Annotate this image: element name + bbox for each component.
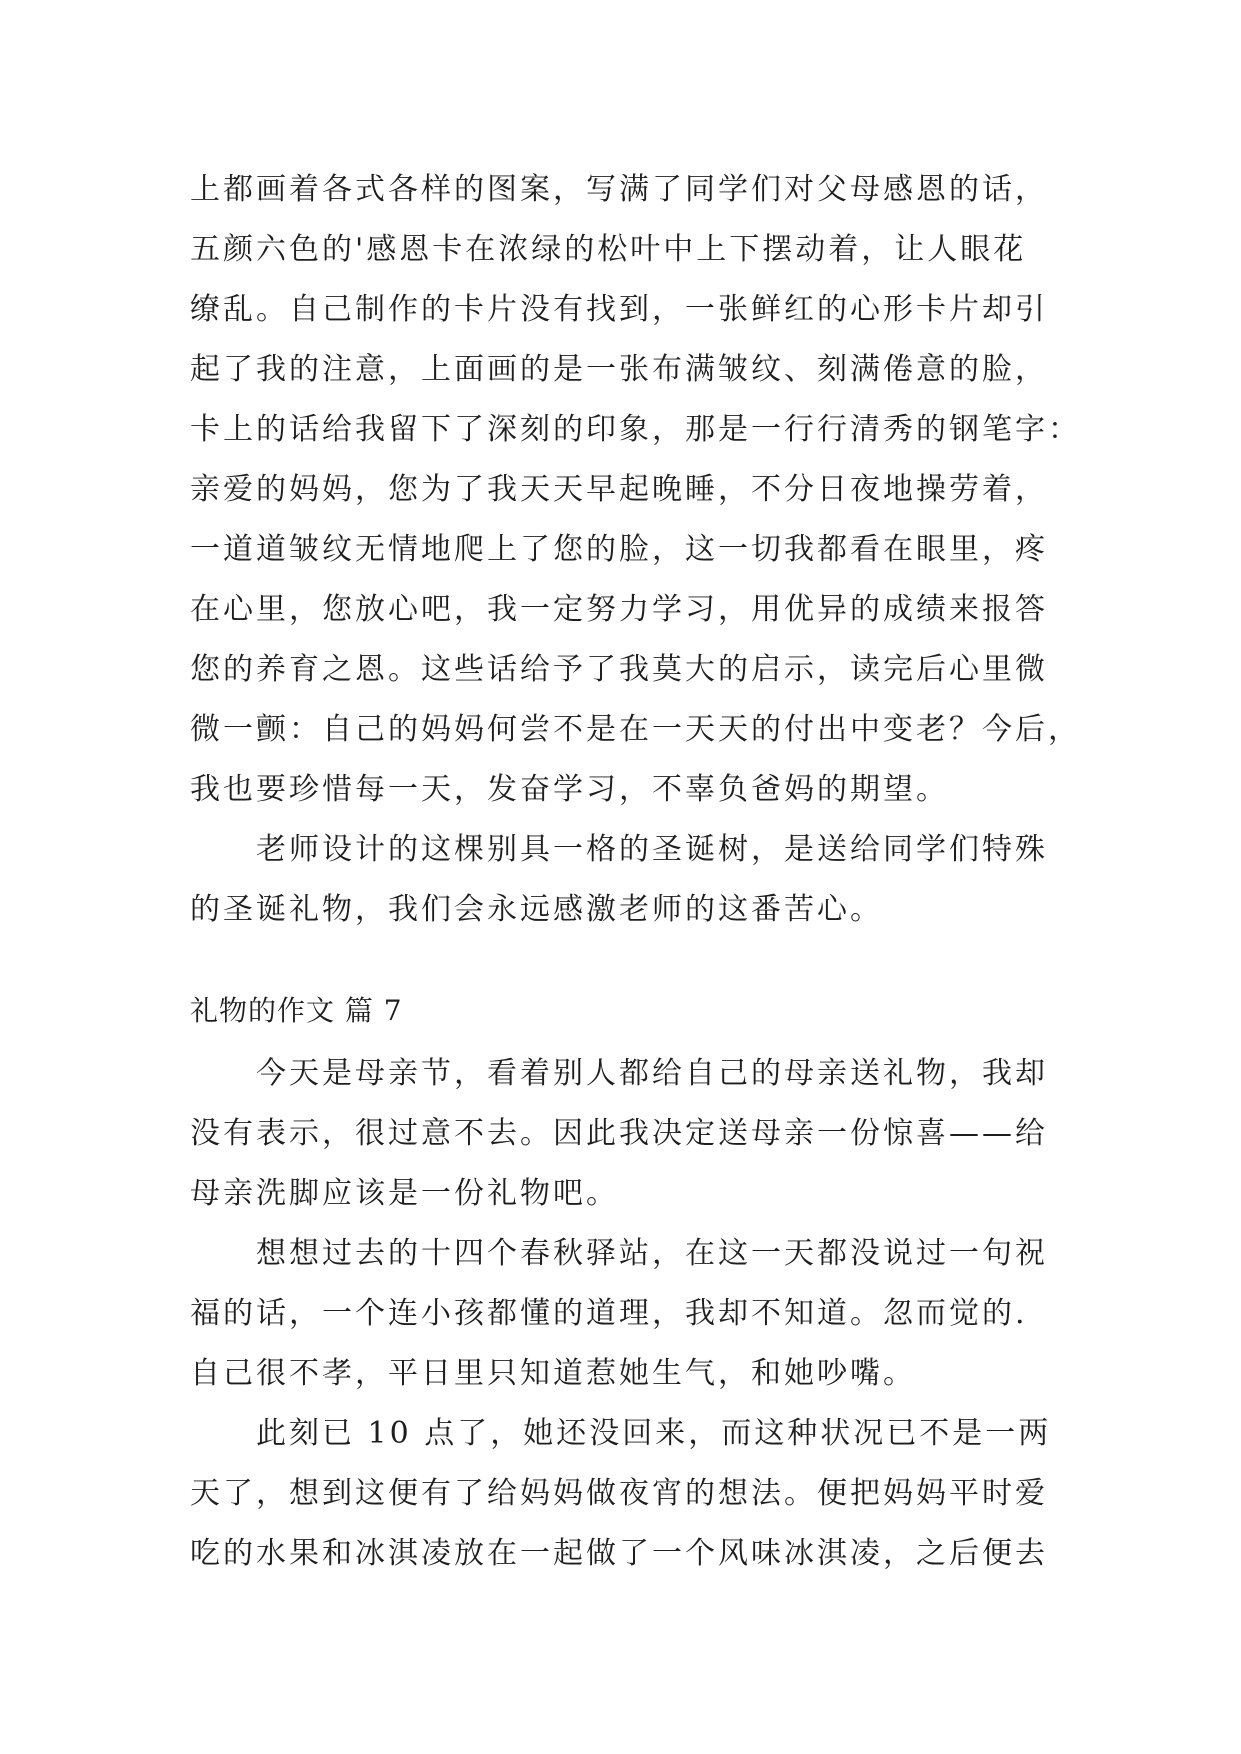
paragraph <box>190 1404 1050 1584</box>
text-line: 天了，想到这便有了给妈妈做夜宵的想法。便把妈妈平时爱 <box>190 1476 1048 1511</box>
paragraph <box>190 1044 1050 1224</box>
text-line: 上都画着各式各样的图案，写满了同学们对父母感恩的话， <box>190 172 1048 207</box>
text-line: 吃的水果和冰淇凌放在一起做了一个风味冰淇凌，之后便去 <box>190 1536 1048 1571</box>
text-line: 的圣诞礼物，我们会永远感激老师的这番苦心。 <box>190 892 883 927</box>
text-line: 我也要珍惜每一天，发奋学习，不辜负爸妈的期望。 <box>190 772 949 807</box>
paragraph <box>190 160 1081 820</box>
section-heading: 礼物的作文 篇 7 <box>190 994 403 1027</box>
text-line: 想想过去的十四个春秋驿站，在这一天都没说过一句祝 <box>256 1236 1048 1271</box>
text-line: 自己很不孝，平日里只知道惹她生气，和她吵嘴。 <box>190 1356 916 1391</box>
text-line: 起了我的注意，上面画的是一张布满皱纹、刻满倦意的脸， <box>190 352 1048 387</box>
text-line: 卡上的话给我留下了深刻的印象，那是一行行清秀的钢笔字： <box>190 412 1081 447</box>
text-line: 五颜六色的'感恩卡在浓绿的松叶中上下摆动着，让人眼花 <box>190 232 1027 267</box>
paragraph <box>190 1224 1050 1404</box>
text-line: 您的养育之恩。这些话给予了我莫大的启示，读完后心里微 <box>190 652 1048 687</box>
text-line: 一道道皱纹无情地爬上了您的脸，这一切我都看在眼里，疼 <box>190 532 1048 567</box>
paragraph <box>190 820 1050 940</box>
text-line: 微一颤：自己的妈妈何尝不是在一天天的付出中变老？今后， <box>190 712 1081 747</box>
document-body <box>190 160 1081 1584</box>
text-line: 在心里，您放心吧，我一定努力学习，用优异的成绩来报答 <box>190 592 1048 627</box>
text-line: 福的话，一个连小孩都懂的道理，我却不知道。忽而觉的. <box>190 1296 1028 1331</box>
text-line: 没有表示，很过意不去。因此我决定送母亲一份惊喜——给 <box>190 1116 1048 1151</box>
text-line: 缭乱。自己制作的卡片没有找到，一张鲜红的心形卡片却引 <box>190 292 1048 327</box>
text-line: 母亲洗脚应该是一份礼物吧。 <box>190 1176 619 1211</box>
text-line: 今天是母亲节，看着别人都给自己的母亲送礼物，我却 <box>256 1056 1048 1091</box>
text-line: 此刻已 10 点了，她还没回来，而这种状况已不是一两 <box>256 1416 1052 1451</box>
text-line: 老师设计的这棵别具一格的圣诞树，是送给同学们特殊 <box>256 832 1048 867</box>
text-line: 亲爱的妈妈，您为了我天天早起晚睡，不分日夜地操劳着， <box>190 472 1048 507</box>
